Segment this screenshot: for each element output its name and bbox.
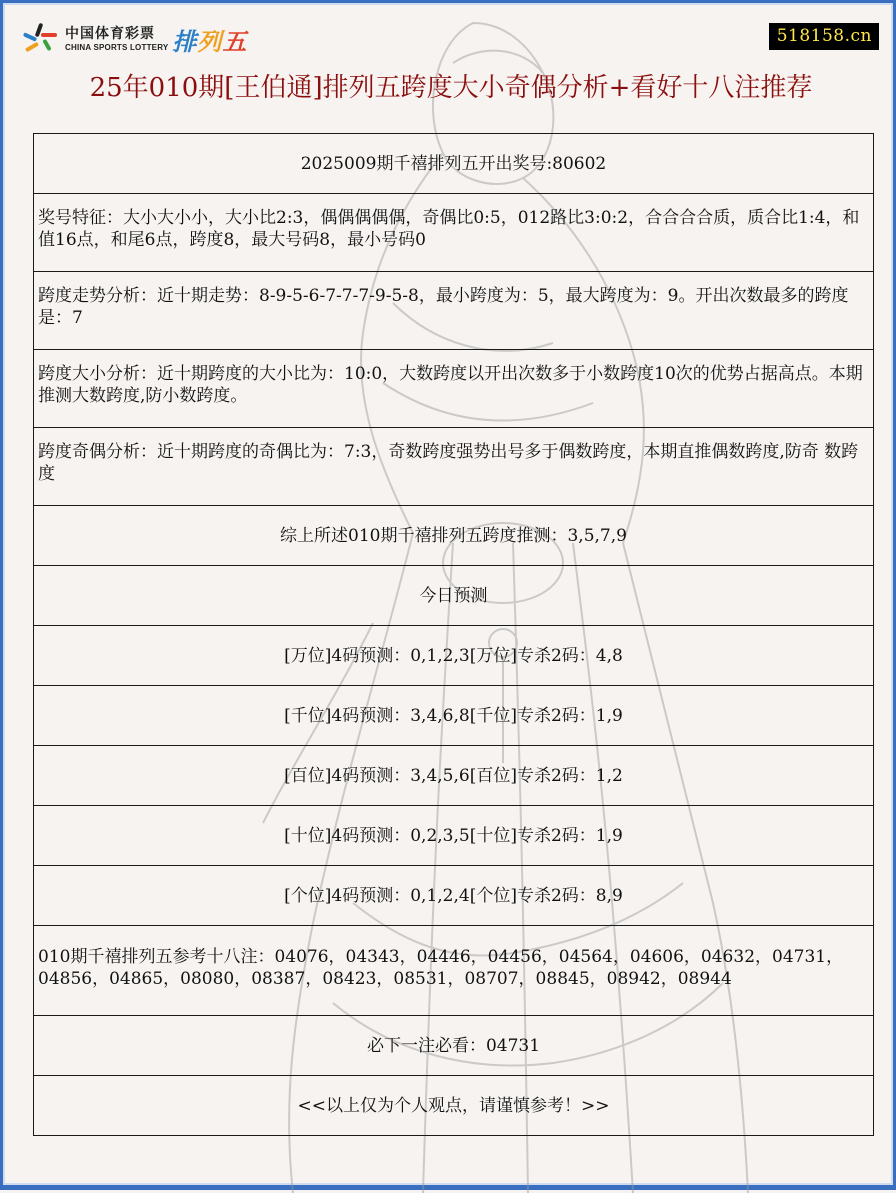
table-row xyxy=(34,806,874,866)
table-row xyxy=(34,866,874,926)
logo-english-text: CHINA SPORTS LOTTERY xyxy=(65,42,169,52)
position-prediction-shi: [十位]4码预测：0,2,3,5[十位]专杀2码：1,9 xyxy=(34,806,874,866)
logo-chinese-text: 中国体育彩票 xyxy=(65,25,155,42)
table-row xyxy=(34,1076,874,1136)
china-sports-lottery-logo xyxy=(23,21,247,57)
page-title: 25年010期[王伯通]排列五跨度大小奇偶分析+看好十八注推荐 xyxy=(89,73,813,103)
disclaimer: <<以上仅为个人观点，请谨慎参考！>> xyxy=(34,1076,874,1136)
table-row xyxy=(34,272,874,350)
must-pick: 必下一注必看：04731 xyxy=(34,1016,874,1076)
header xyxy=(3,3,896,63)
span-prediction: 综上所述010期千禧排列五跨度推测：3,5,7,9 xyxy=(34,506,874,566)
table-row xyxy=(34,626,874,686)
analysis-table xyxy=(33,133,874,1136)
position-prediction-ge: [个位]4码预测：0,1,2,4[个位]专杀2码：8,9 xyxy=(34,866,874,926)
span-size-analysis: 跨度大小分析：近十期跨度的大小比为：10:0，大数跨度以开出次数多于小数跨度10次的优势占据高点。本期推测大数跨度,防小数跨度。 xyxy=(38,364,863,406)
table-row xyxy=(34,350,874,428)
table-row xyxy=(34,926,874,1016)
today-prediction-heading: 今日预测 xyxy=(34,566,874,626)
table-row xyxy=(34,746,874,806)
site-domain-badge[interactable]: 518158.cn xyxy=(769,23,879,50)
table-row xyxy=(34,134,874,194)
table-row xyxy=(34,506,874,566)
table-row xyxy=(34,566,874,626)
span-parity-analysis: 跨度奇偶分析：近十期跨度的奇偶比为：7:3，奇数跨度强势出号多于偶数跨度，本期直推偶数跨度,防奇 数跨度 xyxy=(38,442,859,484)
eighteen-picks: 010期千禧排列五参考十八注：04076，04343，04446，04456，04564，04606，04632，04731，04856，04865，08080，08387，08423，08531，08707，08845，08942，08944 xyxy=(38,947,844,989)
position-prediction-wan: [万位]4码预测：0,1,2,3[万位]专杀2码：4,8 xyxy=(34,626,874,686)
draw-features: 奖号特征：大小大小小，大小比2:3，偶偶偶偶偶，奇偶比0:5，012路比3:0:2，合合合合质，质合比1:4，和值16点，和尾6点，跨度8，最大号码8，最小号码0 xyxy=(38,208,860,250)
last-draw-result: 2025009期千禧排列五开出奖号:80602 xyxy=(34,134,874,194)
table-row xyxy=(34,194,874,272)
span-trend-analysis: 跨度走势分析：近十期走势：8-9-5-6-7-7-7-9-5-8，最小跨度为：5，最大跨度为：9。开出次数最多的跨度是：7 xyxy=(38,286,849,328)
pailie-five-logo: 排列五 xyxy=(172,27,248,56)
position-prediction-bai: [百位]4码预测：3,4,5,6[百位]专杀2码：1,2 xyxy=(34,746,874,806)
table-row xyxy=(34,686,874,746)
table-row xyxy=(34,1016,874,1076)
position-prediction-qian: [千位]4码预测：3,4,6,8[千位]专杀2码：1,9 xyxy=(34,686,874,746)
lottery-logo-icon xyxy=(23,21,59,57)
table-row xyxy=(34,428,874,506)
